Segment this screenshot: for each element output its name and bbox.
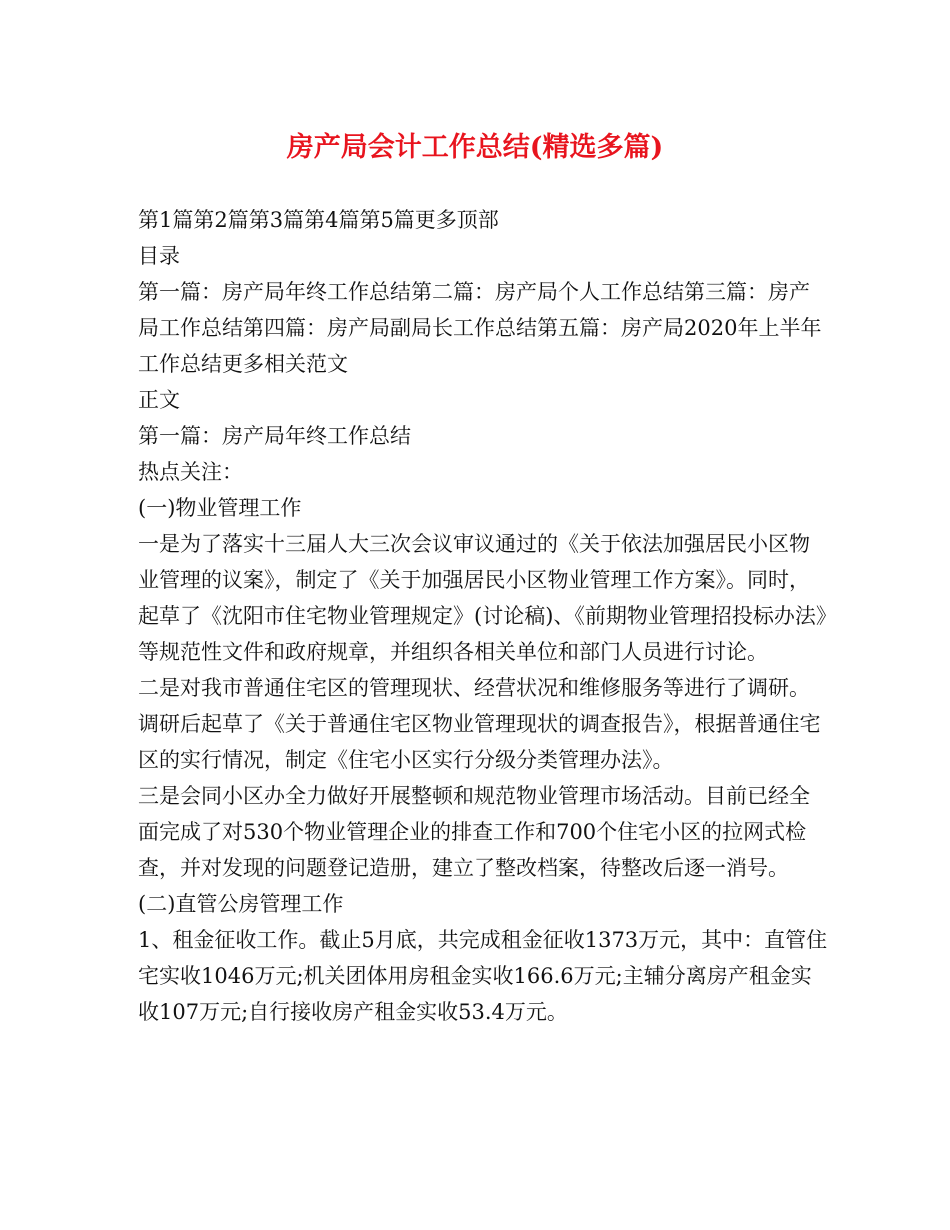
section-heading-public-housing: (二)直管公房管理工作 <box>138 892 344 916</box>
top-navigation-links[interactable]: 第1篇第2篇第3篇第4篇第5篇更多顶部 <box>138 208 499 232</box>
document-body <box>138 202 828 1030</box>
paragraph-item-one: 一是为了落实十三届人大三次会议审议通过的《关于依法加强居民小区物业管理的议案》，制定了《关于加强居民小区物业管理工作方案》。同时，起草了《沈阳市住宅物业管理规定》(讨论稿)、《前期物业管理招投标办法》等规范性文件和政府规章，并组织各相关单位和部门人员进行讨论。 <box>138 532 827 664</box>
toc-heading: 目录 <box>138 244 180 268</box>
body-heading: 正文 <box>138 388 180 412</box>
paragraph-rent-collection: 1、租金征收工作。截止5月底，共完成租金征收1373万元，其中：直管住宅实收1046万元;机关团体用房租金实收166.6万元;主辅分离房产租金实收107万元;自行接收房产租金实收53.4万元。 <box>138 928 828 1024</box>
article-heading: 第一篇：房产局年终工作总结 <box>138 424 411 448</box>
document-title: 房产局会计工作总结(精选多篇) <box>286 132 664 163</box>
hot-topics-label: 热点关注： <box>138 460 243 484</box>
section-heading-property-management: (一)物业管理工作 <box>138 496 302 520</box>
paragraph-item-three: 三是会同小区办全力做好开展整顿和规范物业管理市场活动。目前已经全面完成了对530个物业管理企业的排查工作和700个住宅小区的拉网式检查，并对发现的问题登记造册，建立了整改档案，待整改后逐一消号。 <box>138 784 810 880</box>
toc-list[interactable]: 第一篇：房产局年终工作总结第二篇：房产局个人工作总结第三篇：房产局工作总结第四篇：房产局副局长工作总结第五篇：房产局2020年上半年工作总结更多相关范文 <box>138 280 822 376</box>
paragraph-item-two: 二是对我市普通住宅区的管理现状、经营状况和维修服务等进行了调研。调研后起草了《关于普通住宅区物业管理现状的调查报告》，根据普通住宅区的实行情况，制定《住宅小区实行分级分类管理办法》。 <box>138 676 821 772</box>
